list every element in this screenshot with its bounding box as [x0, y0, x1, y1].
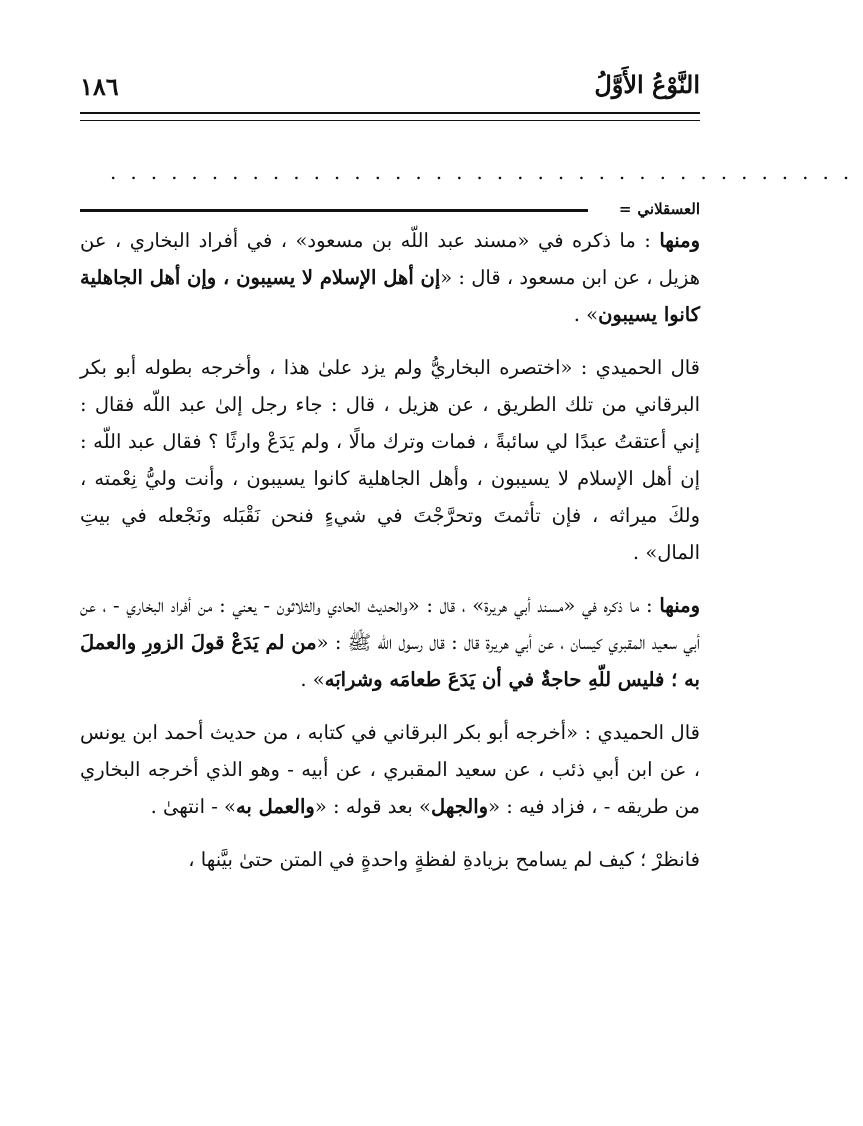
section-label-marker: =	[618, 200, 632, 218]
page-header	[80, 60, 700, 108]
body-text	[80, 222, 700, 894]
paragraph	[80, 222, 700, 333]
text-segment: » .	[573, 303, 599, 326]
bold-text: من لم يَدَعْ قولَ الزورِ والعملَ به ؛ فليس للّهِ حاجةٌ في أن يَدَعَ طعامَه وشرابَه	[80, 631, 700, 691]
text-segment: » بعد قوله : «	[314, 795, 431, 818]
text-segment: فانظرْ ؛ كيف لم يسامح بزيادةِ لفظةٍ واحدةٍ في المتن حتىٰ بيَّنها ،	[188, 848, 700, 871]
section-label	[619, 200, 700, 218]
text-segment: : ما ذكره في «مسند أبي هريرة» ، قال : «والحديث الحادي والثلاثون - يعني : من أفراد البخاري - ، عن أبي سعيد المقبري كيسان ، عن أبي هريرة قال : قال رسول اللّه ﷺ : «	[80, 594, 700, 654]
page-title: النَّوْعُ الأَوَّلُ	[594, 70, 700, 99]
header-rule	[80, 112, 700, 121]
text-segment: » - انتهىٰ .	[150, 795, 236, 818]
text-segment: قال الحميدي : «أخرجه أبو بكر البرقاني في كتابه ، من حديث أحمد ابن يونس ، عن ابن أبي ذئب ، عن سعيد المقبري ، عن أبيه - وهو الذي أخرجه البخاري من طريقه - ، فزاد فيه : «	[80, 721, 700, 818]
text-segment: » .	[300, 668, 325, 691]
dotted-separator: .....................................	[110, 160, 863, 184]
bold-text: ومنها	[659, 594, 700, 617]
page-number: ١٨٦	[80, 72, 119, 101]
bold-text: والجهل	[430, 795, 489, 818]
text-segment: : ما ذكره في «مسند عبد اللّه بن مسعود» ، في أفراد البخاري ، عن هزيل ، عن ابن مسعود ، قال : «	[80, 229, 700, 289]
text-segment: قال الحميدي : «اختصره البخاريُّ ولم يزد علىٰ هذا ، وأخرجه بطوله أبو بكر البرقاني من تلك الطريق ، عن هزيل ، قال : جاء رجل إلىٰ عبد اللّه فقال : إني أعتقتُ عبدًا لي سائبةً ، فمات وترك مالًا ، ولم يَدَعْ وارثًا ؟ فقال عبد اللّه : إن أهل الإسلام لا يسيبون ، وأهل الجاهلية كانوا يسيبون ، وأنت وليُّ نِعْمته ، ولكَ ميراثه ، فإن تأثمتَ وتحرَّجْتَ في شيءٍ فنحن نَقْبَله ونَجْعله في بيتِ المال» .	[80, 356, 700, 564]
paragraph	[80, 587, 700, 698]
bold-text: إن أهل الإسلام لا يسيبون ، وإن أهل الجاهلية كانوا يسيبون	[80, 266, 700, 326]
paragraph	[80, 349, 700, 571]
paragraph	[80, 714, 700, 825]
bold-text: ومنها	[659, 229, 700, 252]
paragraph	[80, 841, 700, 878]
section-label-text: العسقلاني	[637, 200, 700, 218]
bold-text: والعمل به	[235, 795, 315, 818]
section-rule	[80, 209, 588, 212]
book-page	[80, 60, 863, 1100]
